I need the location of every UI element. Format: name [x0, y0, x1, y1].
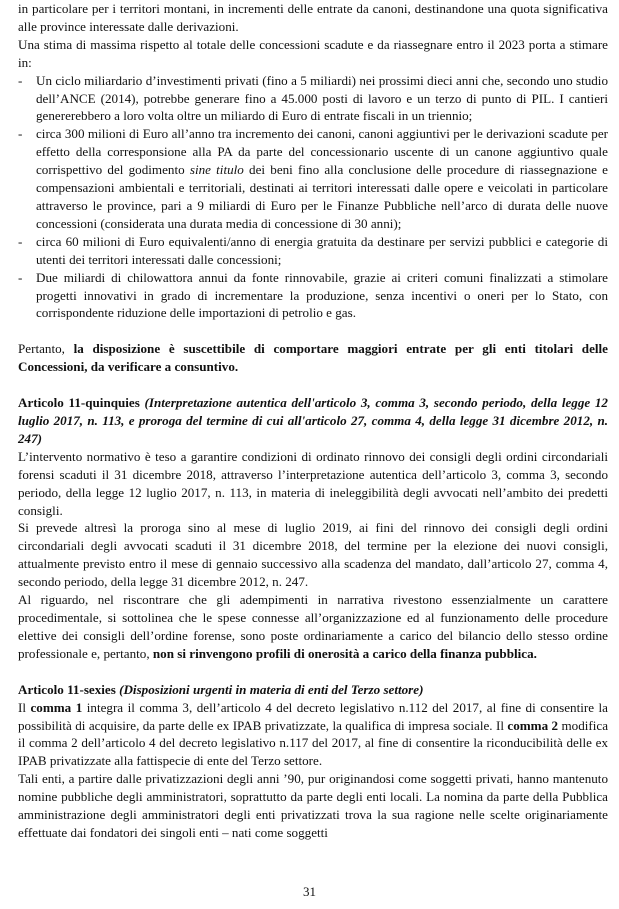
estimate-list	[18, 72, 608, 323]
paragraph-text: Il	[18, 699, 31, 715]
paragraph-bold: non si rinvengono profili di onerosità a carico della finanza pubblica.	[152, 645, 537, 661]
comma-1-label: comma 1	[30, 699, 83, 715]
article-quinquies-heading	[18, 394, 608, 448]
bullet-text-part: dei beni fino alla conclusione delle procedure di riassegnazione e compensazioni ambientali e territoriali, destinati ai territori interessati dalle opere e veicolati in particolare attraverso le province, pari a 9 miliardi di Euro per le Finanze Pubbliche nell’arco di durata delle nuove concessioni (considerata una durata media di concessione di 30 anni);	[36, 162, 608, 231]
list-item: - Un ciclo miliardario d’investimenti privati (fino a 5 miliardi) nei prossimi dieci anni che, secondo uno studio dell’ANCE (2014), potrebbe generare fino a 45.000 posti di lavoro e un terzo di punto di PIL. I cantieri genererebbero a loro volta oltre un miliardo di Euro di entrate fiscali in un triennio;	[18, 72, 608, 126]
paragraph-text: integra il comma 3, dell’articolo 4 del decreto legislativo n.112 del 2017, al fine di consentire la possibilità di acquisire, da parte delle ex IPAB privatizzate, la qualifica di impresa sociale. Il	[18, 699, 608, 733]
intro-paragraph-1: in particolare per i territori montani, in incrementi delle entrate da canoni, destinandone una quota significativa alle province interessate dalle derivazioni.	[18, 1, 608, 34]
intro-paragraph-2: Una stima di massima rispetto al totale delle concessioni scadute e da riassegnare entro il 2023 porta a stimare in:	[18, 36, 608, 70]
article-sexies-subtitle: (Disposizioni urgenti in materia di enti del Terzo settore)	[119, 681, 424, 697]
document-page	[18, 0, 608, 842]
paragraph-text: Al riguardo, nel riscontrare che gli adempimenti in narrativa rivestono essenzialmente un carattere procedimentale, si sottolinea che le spese connesse all’organizzazione ed al funzionamento delle procedure elettive dei consigli dell’ordine forense, sono poste ordinariamente a carico del bilancio dello stesso ordine professionale e, pertanto,	[18, 592, 608, 661]
bullet-text-part: circa 300 milioni di Euro all’anno tra incremento dei canoni, canoni aggiuntivi per le derivazioni scadute per effetto della corresponsione alla PA da parte del concessionario uscente di un canone aggiuntivo quale corrispettivo del godimento	[36, 126, 608, 178]
article-quinquies-subtitle: (Interpretazione autentica dell'articolo 3, comma 3, secondo periodo, della legge 12 luglio 2017, n. 113, e proroga del termine di cui all'articolo 27, comma 4, della legge 31 dicembre 2012, n. 247)	[18, 395, 608, 446]
conclusion-paragraph	[18, 340, 608, 376]
article-sexies-title: Articolo 11-sexies	[18, 681, 116, 697]
article-sexies-heading	[18, 681, 608, 699]
page-number: 31	[303, 884, 316, 899]
list-item: - circa 60 milioni di Euro equivalenti/anno di energia gratuita da destinare per servizi pubblici e categorie di utenti dei territori interessati dalle concessioni;	[18, 233, 608, 269]
comma-2-label: comma 2	[507, 717, 559, 733]
conclusion-bold: la disposizione è suscettibile di comportare maggiori entrate per gli enti titolari delle Concessioni, da verificare a consuntivo.	[18, 341, 608, 375]
article-sexies-paragraph-2: Tali enti, a partire dalle privatizzazioni degli anni ’90, pur originandosi come soggetti privati, hanno mantenuto nomine pubbliche degli amministratori, soprattutto da parte degli enti locali. La nomina da parte della Pubblica amministrazione degli amministratori degli enti privatizzati trova la sua ragione nelle scelte originariamente effettuate dai fondatori dei singoli enti – nati come soggetti	[18, 771, 608, 840]
list-item	[18, 125, 608, 232]
article-quinquies-paragraph-3	[18, 591, 608, 663]
article-sexies-paragraph-1	[18, 699, 608, 771]
paragraph-text: modifica il comma 2 dell’articolo 4 del decreto legislativo n.117 del 2017, al fine di consentire la riconducibilità delle ex IPAB privatizzate alla fattispecie di ente del Terzo settore.	[18, 717, 609, 769]
article-quinquies-paragraph-1: L’intervento normativo è teso a garantire condizioni di ordinato rinnovo dei consigli degli ordini circondariali forensi scaduti il 31 dicembre 2018, attraverso l’interpretazione autentica dell’articolo 3, comma 3, secondo periodo, della legge 12 luglio 2017, n. 113, in materia di ineleggibilità degli avvocati nell’ambito dei predetti consigli.	[18, 448, 608, 518]
article-quinquies-paragraph-2: Si prevede altresì la proroga sino al mese di luglio 2019, ai fini del rinnovo dei consigli degli ordini circondariali degli avvocati scaduti il 31 dicembre 2018, del termine per la elezione dei nuovi consigli, attualmente previsto entro il mese di gennaio successivo alla scadenza del mandato, dall’articolo 27, comma 4, secondo periodo, della legge 31 dicembre 2012, n. 247.	[18, 520, 608, 590]
italic-term: sine titulo	[189, 162, 244, 178]
article-quinquies-title: Articolo 11-quinquies	[18, 395, 140, 411]
conclusion-prefix: Pertanto,	[18, 341, 74, 357]
list-item: - Due miliardi di chilowattora annui da fonte rinnovabile, grazie ai criteri comuni finalizzati a stimolare progetti innovativi in grado di incrementare la produzione, senza incentivi o oneri per lo Stato, con corrispondente riduzione delle importazioni di petrolio e gas.	[18, 269, 608, 323]
